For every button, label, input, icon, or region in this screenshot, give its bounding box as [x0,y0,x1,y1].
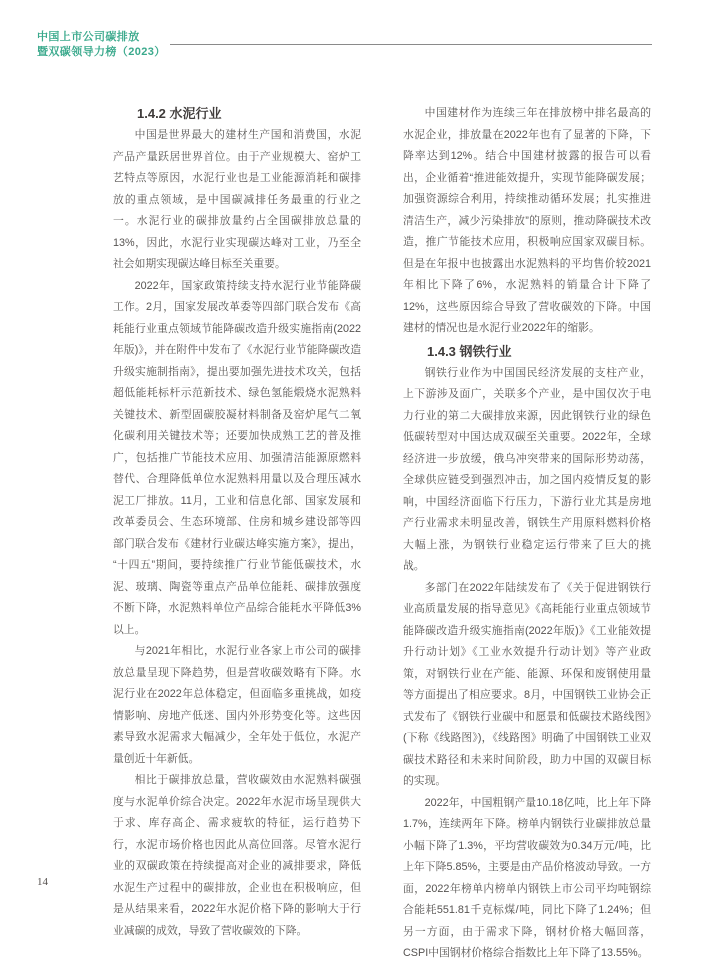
header-rule [170,44,652,45]
section-heading-steel: 1.4.3 钢铁行业 [427,343,512,359]
left-column [113,103,361,942]
paragraph-steel-1: 钢铁行业作为中国国民经济发展的支柱产业，上下游涉及面广，关联多个产业，是中国仅次于电力行业的第二大碳排放来源，因此钢铁行业的绿色低碳转型对中国达成双碳至关重要。2022年，全球经济进一步放缓，俄乌冲突带来的国际形势动荡，全球供应链受到强烈冲击，加之国内疫情反复的影响，中国经济面临下行压力，下游行业尤其是房地产行业需求未明显改善，钢铁生产用原料燃料价格大幅上涨，为钢铁行业稳定运行带来了巨大的挑战。 [403,366,651,572]
section-heading-cement: 1.4.2 水泥行业 [137,106,222,121]
page-number: 14 [37,876,48,888]
paragraph-cement-1: 中国是世界最大的建材生产国和消费国，水泥产品产量跃居世界首位。由于产业规模大、窑炉工艺特点等原因，水泥行业也是工业能源消耗和碳排放的重点领域，是中国碳减排任务最重的行业之一。水泥行业的碳排放量约占全国碳排放总量的13%，因此，水泥行业实现碳达峰对工业，乃至全社会如期实现碳达峰目标至关重要。 [113,129,361,270]
report-title-line2: 暨双碳领导力榜（2023） [37,46,166,58]
paragraph-cement-2: 2022年，国家政策持续支持水泥行业节能降碳工作。2月，国家发展改革委等四部门联合发布《高耗能行业重点领域节能降碳改造升级实施指南(2022年版)》，并在附件中发布了《水泥行业节能降碳改造升级实施制指南》，提出要加强先进技术攻关，包括超低能耗标杆示范新技术、绿色氢能煅烧水泥熟料关键技术、新型固碳胶凝材料制备及窑炉尾气二氧化碳利用关键技术等；还要加快成熟工艺的普及推广，包括推广节能技术应用、加强清洁能源原燃料替代、合理降低单位水泥熟料用量以及合理压减水泥工厂排放。11月，工业和信息化部、国家发展和改革委员会、生态环境部、住房和城乡建设部等四部门联合发布《建材行业碳达峰实施方案》，提出，“十四五”期间，要持续推广行业节能低碳技术，水泥、玻璃、陶瓷等重点产品单位能耗、碳排放强度不断下降，水泥熟料单位产品综合能耗水平降低3%以上。 [113,279,361,636]
paragraph-steel-2: 多部门在2022年陆续发布了《关于促进钢铁行业高质量发展的指导意见》《高耗能行业重点领域节能降碳改造升级实施指南(2022年版)》《工业能效提升行动计划》《工业水效提升行动计划》等产业政策，对钢铁行业在产能、能源、环保和废钢使用量等方面提出了相应要求。8月，中国钢铁工业协会正式发布了《钢铁行业碳中和愿景和低碳技术路线图》(下称《线路图》)，《线路图》明确了中国钢铁工业双碳技术路径和未来时间阶段，助力中国的双碳目标的实现。 [403,581,651,787]
paragraph-cement-4: 相比于碳排放总量，营收碳效由水泥熟料碳强度与水泥单价综合决定。2022年水泥市场呈现供大于求、库存高企、需求疲软的特征，运行趋势下行，水泥市场价格也因此从高位回落。尽管水泥行业的双碳政策在持续提高对企业的减排要求，降低水泥生产过程中的碳排放，企业也在积极响应，但是从结果来看，2022年水泥价格下降的影响大于行业减碳的成效，导致了营收碳效的下降。 [113,774,361,937]
paragraph-cement-cnbm: 中国建材作为连续三年在排放榜中排名最高的水泥企业，排放量在2022年也有了显著的下降，下降率达到12%。结合中国建材披露的报告可以看出，企业循着“推进能效提升，实现节能降碳发展；加强资源综合利用，持续推动循环发展；扎实推进清洁生产，减少污染排放”的原则，推动降碳技术改造，推广节能技术应用，积极响应国家双碳目标。但是在年报中也披露出水泥熟料的平均售价较2021年相比下降了6%，水泥熟料的销量合计下降了12%，这些原因综合导致了营收碳效的下降。中国建材的情况也是水泥行业2022年的缩影。 [403,107,651,334]
paragraph-cement-3: 与2021年相比，水泥行业各家上市公司的碳排放总量呈现下降趋势，但是营收碳效略有下降。水泥行业在2022年总体稳定，但面临多重挑战，如疫情影响、房地产低迷、国内外形势变化等。这些因素导致水泥需求大幅减少，全年处于低位，水泥产量创近十年新低。 [113,645,361,765]
paragraph-steel-3: 2022年，中国粗钢产量10.18亿吨，比上年下降1.7%，连续两年下降。榜单内钢铁行业碳排放总量小幅下降了1.3%，平均营收碳效为0.34万元/吨，比上年下降5.85%，主要是由产品价格波动导致。一方面，2022年榜单内榜单内钢铁上市公司平均吨钢综合能耗551.81千克标煤/吨，同比下降了1.24%；但另一方面，由于需求下降，钢材价格大幅回落，CSPI中国钢材价格综合指数比上年下降了13.55%。 [403,796,651,959]
report-title-line1: 中国上市公司碳排放 [37,31,140,43]
right-column [403,103,651,965]
report-header-title [37,30,166,60]
